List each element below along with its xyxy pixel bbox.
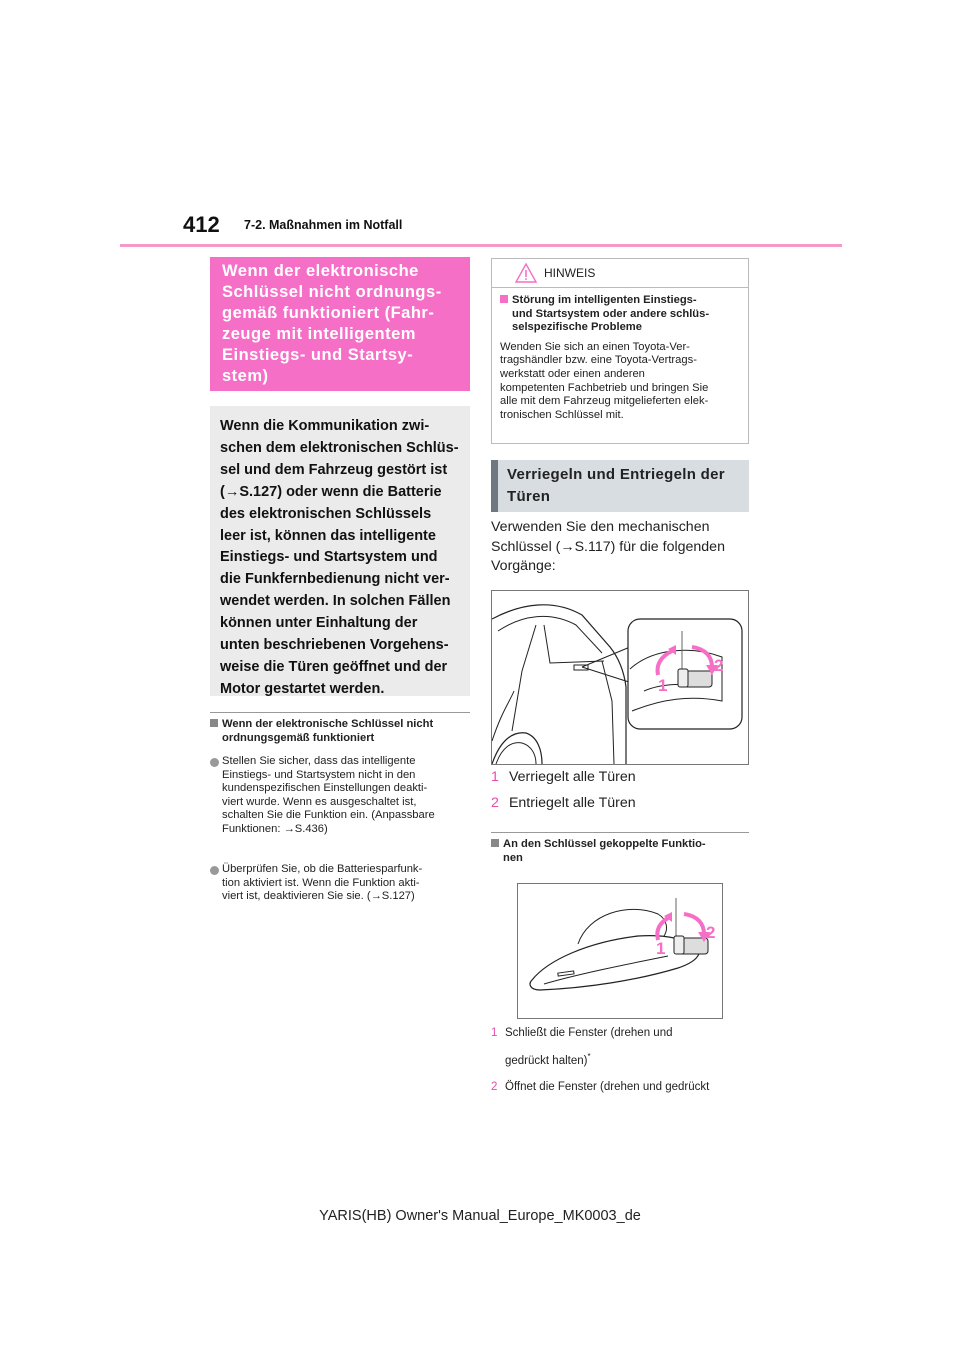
intro-paragraph: Verwenden Sie den mechanischen Schlüssel (→S.117) für die folgenden Vorgänge:: [491, 519, 725, 574]
square-bullet-icon: [500, 295, 508, 303]
step-item: 1 Verriegelt alle Türen: [491, 769, 636, 785]
section-heading: Verriegeln und Entriegeln der Türen: [491, 460, 749, 512]
step-item: 2 Entriegelt alle Türen: [491, 794, 636, 811]
intro-line: Wenn die Kommunikation zwi-: [220, 418, 430, 434]
steps-list: [491, 768, 753, 813]
subhead-key-malfunction: Wenn der elektronische Schlüssel nicht ordnungsgemäß funktioniert: [210, 718, 472, 745]
window-steps: 1 Schließt die Fenster (drehen und gedrückt halten)* 2 Öffnet die Fenster (drehen und gedrückt: [491, 1026, 757, 1094]
figure-label-1: 1: [656, 939, 666, 958]
bullet-item: Stellen Sie sicher, dass das intelligente Einstiegs- und Startsystem nicht in den kundenspezifischen Einstellungen deakti- viert wurde. Wenn es ausgeschaltet ist, schalten Sie die Funktion ein. (Anpassbare Funktionen: →S.436): [210, 755, 472, 837]
topic-title-line: Einstiegs- und Startsy-: [222, 346, 414, 364]
intro-line: schen dem elektronischen Schlüs-: [220, 439, 459, 456]
door-key-figure: [491, 590, 749, 765]
door-illustration: [492, 591, 748, 764]
divider: [491, 832, 749, 833]
step-item: 2 Öffnet die Fenster (drehen und gedrückt: [491, 1080, 710, 1093]
intro-line: die Funkfernbedienung nicht ver-: [220, 571, 450, 588]
intro-line: unten beschriebenen Vorgehens-: [220, 637, 449, 654]
topic-title-line: Wenn der elektronische: [222, 262, 419, 280]
intro-line: sel und dem Fahrzeug gestört ist: [220, 461, 448, 478]
footnote-mark: *: [587, 1052, 591, 1061]
intro-line: wendet werden. In solchen Fällen: [220, 593, 451, 610]
header-rule: [120, 244, 842, 247]
intro-line: weise die Türen geöffnet und der: [220, 658, 448, 675]
square-bullet-icon: [491, 839, 499, 847]
section-heading-bar: [491, 460, 498, 512]
figure-label-1: 1: [658, 676, 668, 695]
circle-bullet-icon: [210, 758, 219, 767]
bullet-item: Überprüfen Sie, ob die Batteriesparfunk- tion aktiviert ist. Wenn die Funktion akti- viert ist, deaktivieren Sie sie. (→S.127): [210, 863, 472, 904]
square-bullet-icon: [210, 719, 218, 727]
intro-box: [210, 406, 470, 696]
section-title: 7-2. Maßnahmen im Notfall: [244, 218, 403, 232]
intro-line: Motor gestartet werden.: [220, 680, 385, 697]
divider: [210, 712, 470, 713]
figure-label-2: 2: [714, 656, 724, 675]
topic-title-box: [210, 257, 470, 391]
notice-box: HINWEIS Störung im intelligenten Einstiegs- und Startsystem oder andere schlüs- selspezifische Probleme Wenden Sie sich an einen Toyota-Ver- tragshändler bzw. eine Toyota-Vertrags- werkstatt oder einen anderen kompetenten Fachbetrieb und bringen Sie alle mit dem Fahrzeug mitgelieferten elek- tronischen Schlüssel mit.: [491, 258, 749, 444]
step-item: 1 Schließt die Fenster (drehen und: [491, 1027, 673, 1039]
intro-line: können unter Einhaltung der: [220, 615, 418, 632]
topic-title-line: gemäß funktioniert (Fahr-: [222, 304, 435, 322]
intro-line: Einstiegs- und Startsystem und: [220, 549, 438, 566]
notice-header: [492, 259, 748, 288]
figure-label-2: 2: [706, 923, 716, 942]
topic-title-line: Schlüssel nicht ordnungs-: [222, 283, 442, 301]
intro-line: (→S.127) oder wenn die Batterie: [220, 483, 442, 500]
notice-label: HINWEIS: [544, 266, 596, 280]
intro-line: des elektronischen Schlüssels: [220, 505, 432, 522]
footer-doc-id: YARIS(HB) Owner's Manual_Europe_MK0003_de: [319, 1208, 641, 1224]
topic-title-line: stem): [222, 367, 269, 385]
subhead-key-functions: An den Schlüssel gekoppelte Funktio- nen: [491, 838, 753, 865]
warning-triangle-icon: [515, 263, 537, 283]
intro-line: leer ist, können das intelligente: [220, 527, 436, 544]
circle-bullet-icon: [210, 866, 219, 875]
handle-key-figure: [517, 883, 723, 1019]
door-handle-illustration: [518, 884, 722, 1018]
page-number: 412: [183, 212, 220, 237]
topic-title-line: zeuge mit intelligentem: [222, 325, 416, 343]
